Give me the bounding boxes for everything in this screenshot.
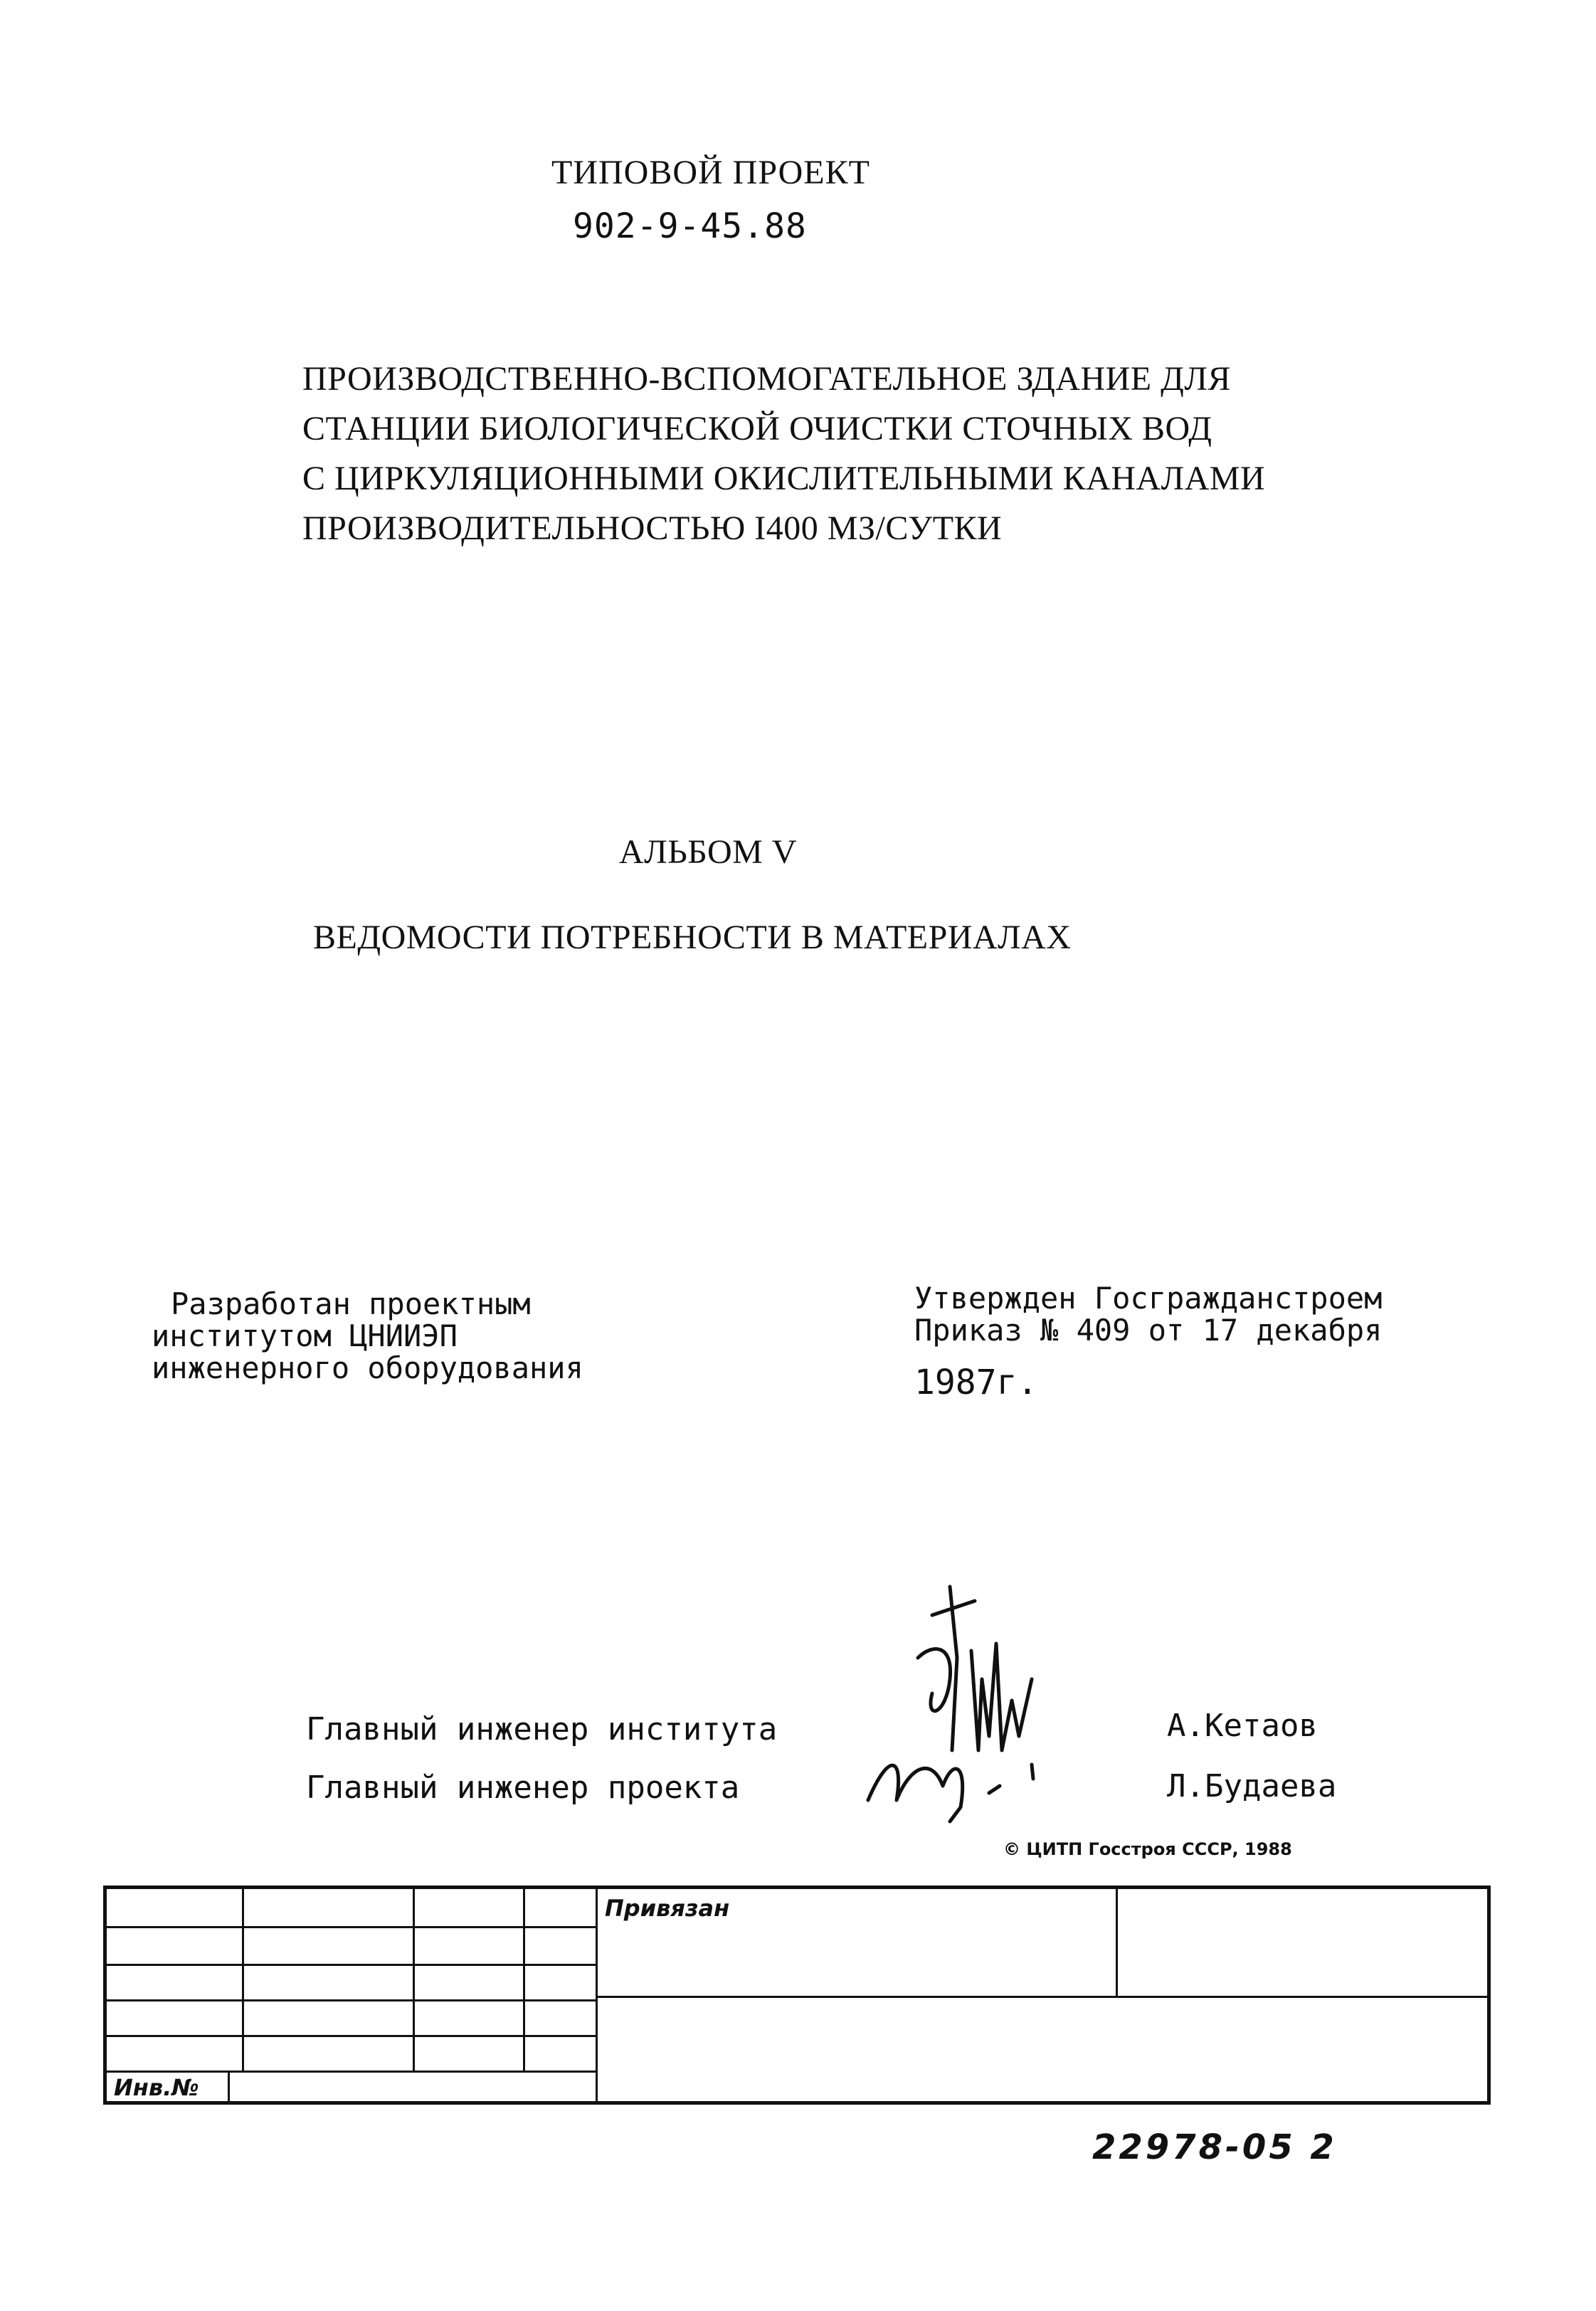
stamp-bound-label: Привязан <box>605 1895 730 1922</box>
project-number: 902-9-45.88 <box>573 206 807 246</box>
chief-project-name: Л.Будаева <box>1167 1768 1337 1804</box>
stamp-block <box>103 1886 1491 2105</box>
chief-institute-label: Главный инженер института <box>306 1711 778 1747</box>
approval-line-2: Приказ № 409 от 17 декабря <box>914 1313 1383 1348</box>
album-title: ВЕДОМОСТИ ПОТРЕБНОСТИ В МАТЕРИАЛАХ <box>313 919 1072 956</box>
developer-line-1: Разработан проектным <box>171 1286 531 1321</box>
album-label: АЛЬБОМ V <box>619 833 798 871</box>
approval-line-3: 1987г. <box>914 1363 1038 1402</box>
chief-project-label: Главный инженер проекта <box>306 1770 740 1806</box>
description-line-1: ПРОИЗВОДСТВЕННО-ВСПОМОГАТЕЛЬНОЕ ЗДАНИЕ ДЛЯ <box>302 360 1231 398</box>
project-type-label: ТИПОВОЙ ПРОЕКТ <box>551 154 870 191</box>
developer-line-2: институтом ЦНИИЭП <box>152 1318 458 1353</box>
signature-image <box>825 1572 1124 1829</box>
stamp-inventory-label: Инв.№ <box>114 2074 199 2101</box>
approval-line-1: Утвержден Госгражданстроем <box>914 1281 1383 1316</box>
copyright: © ЦИТП Госстроя СССР, 1988 <box>1003 1839 1292 1859</box>
chief-institute-name: А.Кетаов <box>1167 1708 1318 1744</box>
description-line-3: С ЦИРКУЛЯЦИОННЫМИ ОКИСЛИТЕЛЬНЫМИ КАНАЛАМИ <box>302 460 1266 497</box>
developer-line-3: инженерного оборудования <box>152 1350 583 1385</box>
footer-code: 22978-05 2 <box>1092 2127 1337 2167</box>
description-line-2: СТАНЦИИ БИОЛОГИЧЕСКОЙ ОЧИСТКИ СТОЧНЫХ ВОД <box>302 410 1212 448</box>
description-line-4: ПРОИЗВОДИТЕЛЬНОСТЬЮ I400 МЗ/СУТКИ <box>302 509 1003 547</box>
